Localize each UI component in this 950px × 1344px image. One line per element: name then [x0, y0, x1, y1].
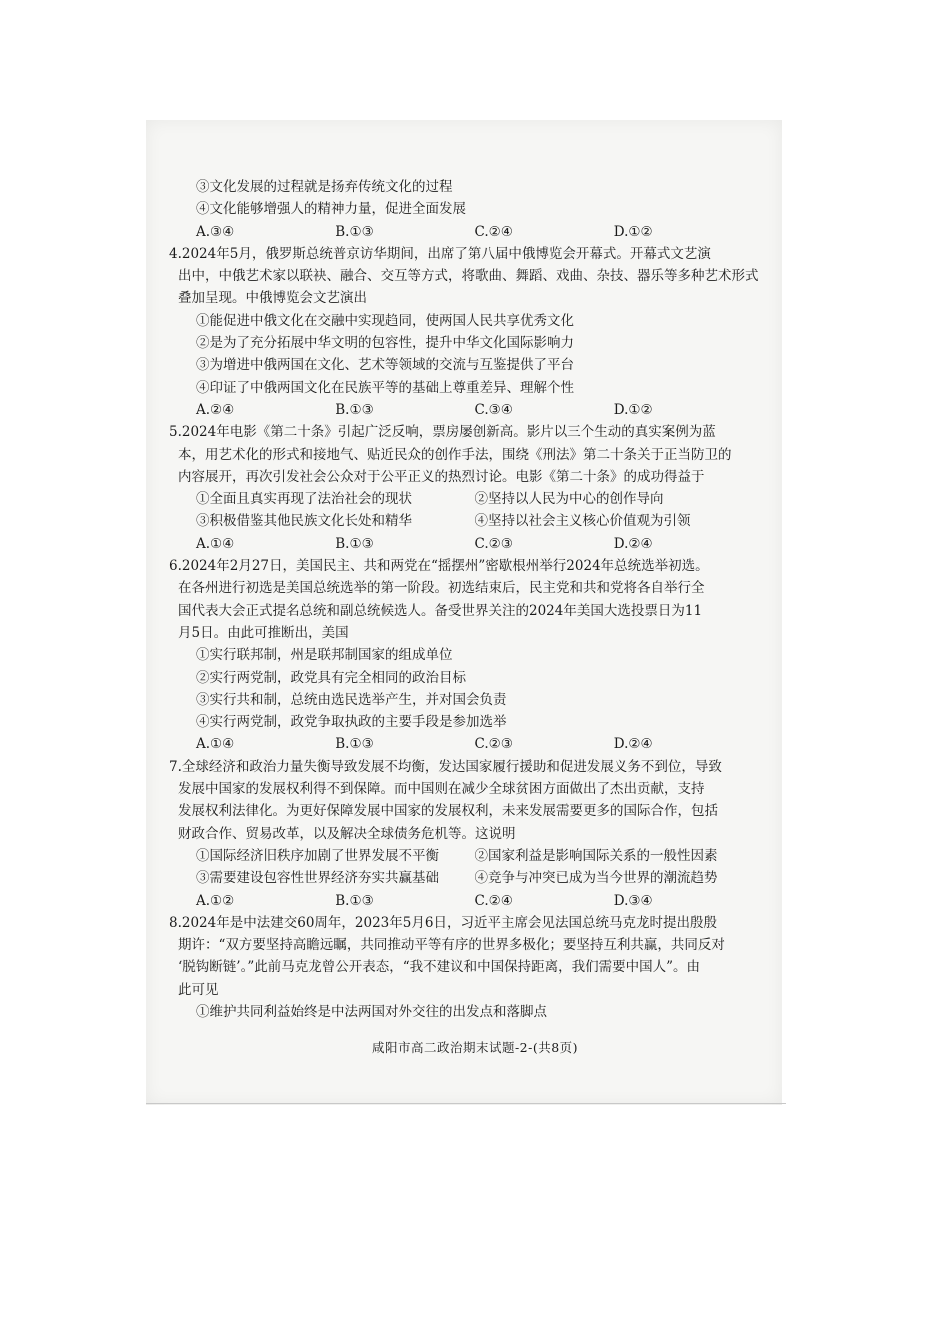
question-stem-line: 国代表大会正式提名总统和副总统候选人。备受世界关注的2024年美国大选投票日为11 [178, 602, 703, 619]
answer-options-row [196, 533, 753, 555]
answer-option: A.①④ [196, 535, 235, 552]
question-block [178, 176, 753, 243]
statement-line: ①能促进中俄文化在交融中实现趋同，使两国人民共享优秀文化 [196, 312, 574, 329]
question-stem-line: 发展中国家的发展权利得不到保障。而中国则在减少全球贫困方面做出了杰出贡献，支持 [178, 781, 705, 798]
answer-option: B.①③ [335, 401, 374, 418]
statement-pair-row [196, 488, 753, 510]
statement-pair-row [196, 845, 753, 867]
answer-option: D.①② [613, 223, 653, 240]
statement-item: ③积极借鉴其他民族文化长处和精华 [196, 513, 412, 530]
question-stem-line: 8.2024年是中法建交60周年，2023年5月6日，习近平主席会见法国总统马克龙时提出殷殷 [169, 914, 717, 931]
answer-options-row [196, 733, 753, 755]
question-stem-line: 5.2024年电影《第二十条》引起广泛反响，票房屡创新高。影片以三个生动的真实案例为蓝 [169, 424, 716, 441]
answer-option: C.③④ [474, 401, 513, 418]
question-stem-line: 内容展开，再次引发社会公众对于公平正义的热烈讨论。电影《第二十条》的成功得益于 [178, 468, 705, 485]
question-stem-line: 4.2024年5月，俄罗斯总统普京访华期间，出席了第八届中俄博览会开幕式。开幕式文艺演 [169, 245, 711, 262]
question-stem-line: 6.2024年2月27日，美国民主、共和两党在“摇摆州”密歇根州举行2024年总统选举初选。 [169, 558, 709, 575]
answer-option: D.③④ [613, 892, 653, 909]
question-block [169, 243, 759, 421]
question-stem-line: ‘脱钩断链’。”此前马克龙曾公开表态，“我不建议和中国保持距离，我们需要中国人”。由 [178, 959, 701, 976]
question-block [169, 912, 753, 1023]
statement-item: ④竞争与冲突已成为当今世界的潮流趋势 [474, 870, 718, 887]
question-stem-line: 7.全球经济和政治力量失衡导致发展不均衡，发达国家履行援助和促进发展义务不到位，导致 [169, 758, 722, 775]
page-footer: 咸阳市高二政治期末试题-2-(共8页) [371, 1040, 579, 1055]
statement-pair-row [196, 510, 753, 532]
scan-edge [146, 1103, 786, 1104]
answer-option: B.①③ [335, 223, 374, 240]
answer-option: D.①② [613, 401, 653, 418]
question-stem-line: 在各州进行初选是美国总统选举的第一阶段。初选结束后，民主党和共和党将各自举行全 [178, 580, 705, 597]
answer-option: A.②④ [196, 401, 235, 418]
answer-option: B.①③ [335, 892, 374, 909]
statement-line: ③文化发展的过程就是扬弃传统文化的过程 [196, 179, 453, 195]
statement-item: ②坚持以人民为中心的创作导向 [474, 491, 664, 508]
answer-option: A.①② [196, 892, 235, 909]
statement-item: ③需要建设包容性世界经济夯实共赢基础 [196, 870, 439, 887]
statement-pair-row [196, 867, 753, 889]
exam-content [169, 176, 759, 1023]
statement-line: ③为增进中俄两国在文化、艺术等领域的交流与互鉴提供了平台 [196, 357, 574, 374]
statement-line: ④文化能够增强人的精神力量，促进全面发展 [196, 201, 466, 218]
answer-options-row [196, 890, 753, 912]
statement-item: ①全面且真实再现了法治社会的现状 [196, 491, 412, 508]
statement-line: ①实行联邦制，州是联邦制国家的组成单位 [196, 647, 453, 664]
question-stem-line: 财政合作、贸易改革，以及解决全球债务危机等。这说明 [178, 825, 516, 842]
statement-line: ④印证了中俄两国文化在民族平等的基础上尊重差异、理解个性 [196, 379, 574, 396]
answer-option: A.①④ [196, 736, 235, 753]
question-stem-line: 期许：“双方要坚持高瞻远瞩，共同推动平等有序的世界多极化；要坚持互利共赢，共同反对 [178, 937, 725, 954]
statement-line: ④实行两党制，政党争取执政的主要手段是参加选举 [196, 714, 507, 731]
question-stem-line: 本，用艺术化的形式和接地气、贴近民众的创作手法，围绕《刑法》第二十条关于正当防卫的 [178, 446, 732, 463]
question-stem-line: 出中，中俄艺术家以联袂、融合、交互等方式，将歌曲、舞蹈、戏曲、杂技、器乐等多种艺术形式 [178, 268, 759, 285]
answer-options-row [196, 221, 753, 243]
answer-option: D.②④ [613, 535, 653, 552]
answer-option: C.②④ [474, 892, 513, 909]
question-stem-line: 发展权利法律化。为更好保障发展中国家的发展权利，未来发展需要更多的国际合作，包括 [178, 803, 718, 820]
statement-line: ②实行两党制，政党具有完全相同的政治目标 [196, 669, 466, 686]
question-block [169, 421, 753, 555]
statement-item: ②国家利益是影响国际关系的一般性因素 [474, 847, 718, 864]
answer-option: C.②④ [474, 223, 513, 240]
answer-options-row [196, 399, 753, 421]
question-block [169, 555, 753, 756]
answer-option: D.②④ [613, 736, 653, 753]
statement-line: ③实行共和制，总统由选民选举产生，并对国会负责 [196, 691, 507, 708]
answer-option: C.②③ [474, 736, 513, 753]
answer-option: B.①③ [335, 736, 374, 753]
answer-option: B.①③ [335, 535, 374, 552]
question-stem-line: 月5日。由此可推断出，美国 [178, 624, 349, 641]
question-block [169, 756, 753, 912]
question-stem-line: 叠加呈现。中俄博览会文艺演出 [178, 290, 367, 307]
answer-option: A.③④ [196, 223, 235, 240]
statement-line: ①维护共同利益始终是中法两国对外交往的出发点和落脚点 [196, 1003, 547, 1020]
statement-item: ④坚持以社会主义核心价值观为引领 [474, 513, 691, 530]
question-stem-line: 此可见 [178, 981, 219, 998]
answer-option: C.②③ [474, 535, 513, 552]
statement-item: ①国际经济旧秩序加剧了世界发展不平衡 [196, 847, 439, 864]
statement-line: ②是为了充分拓展中华文明的包容性，提升中华文化国际影响力 [196, 335, 574, 352]
